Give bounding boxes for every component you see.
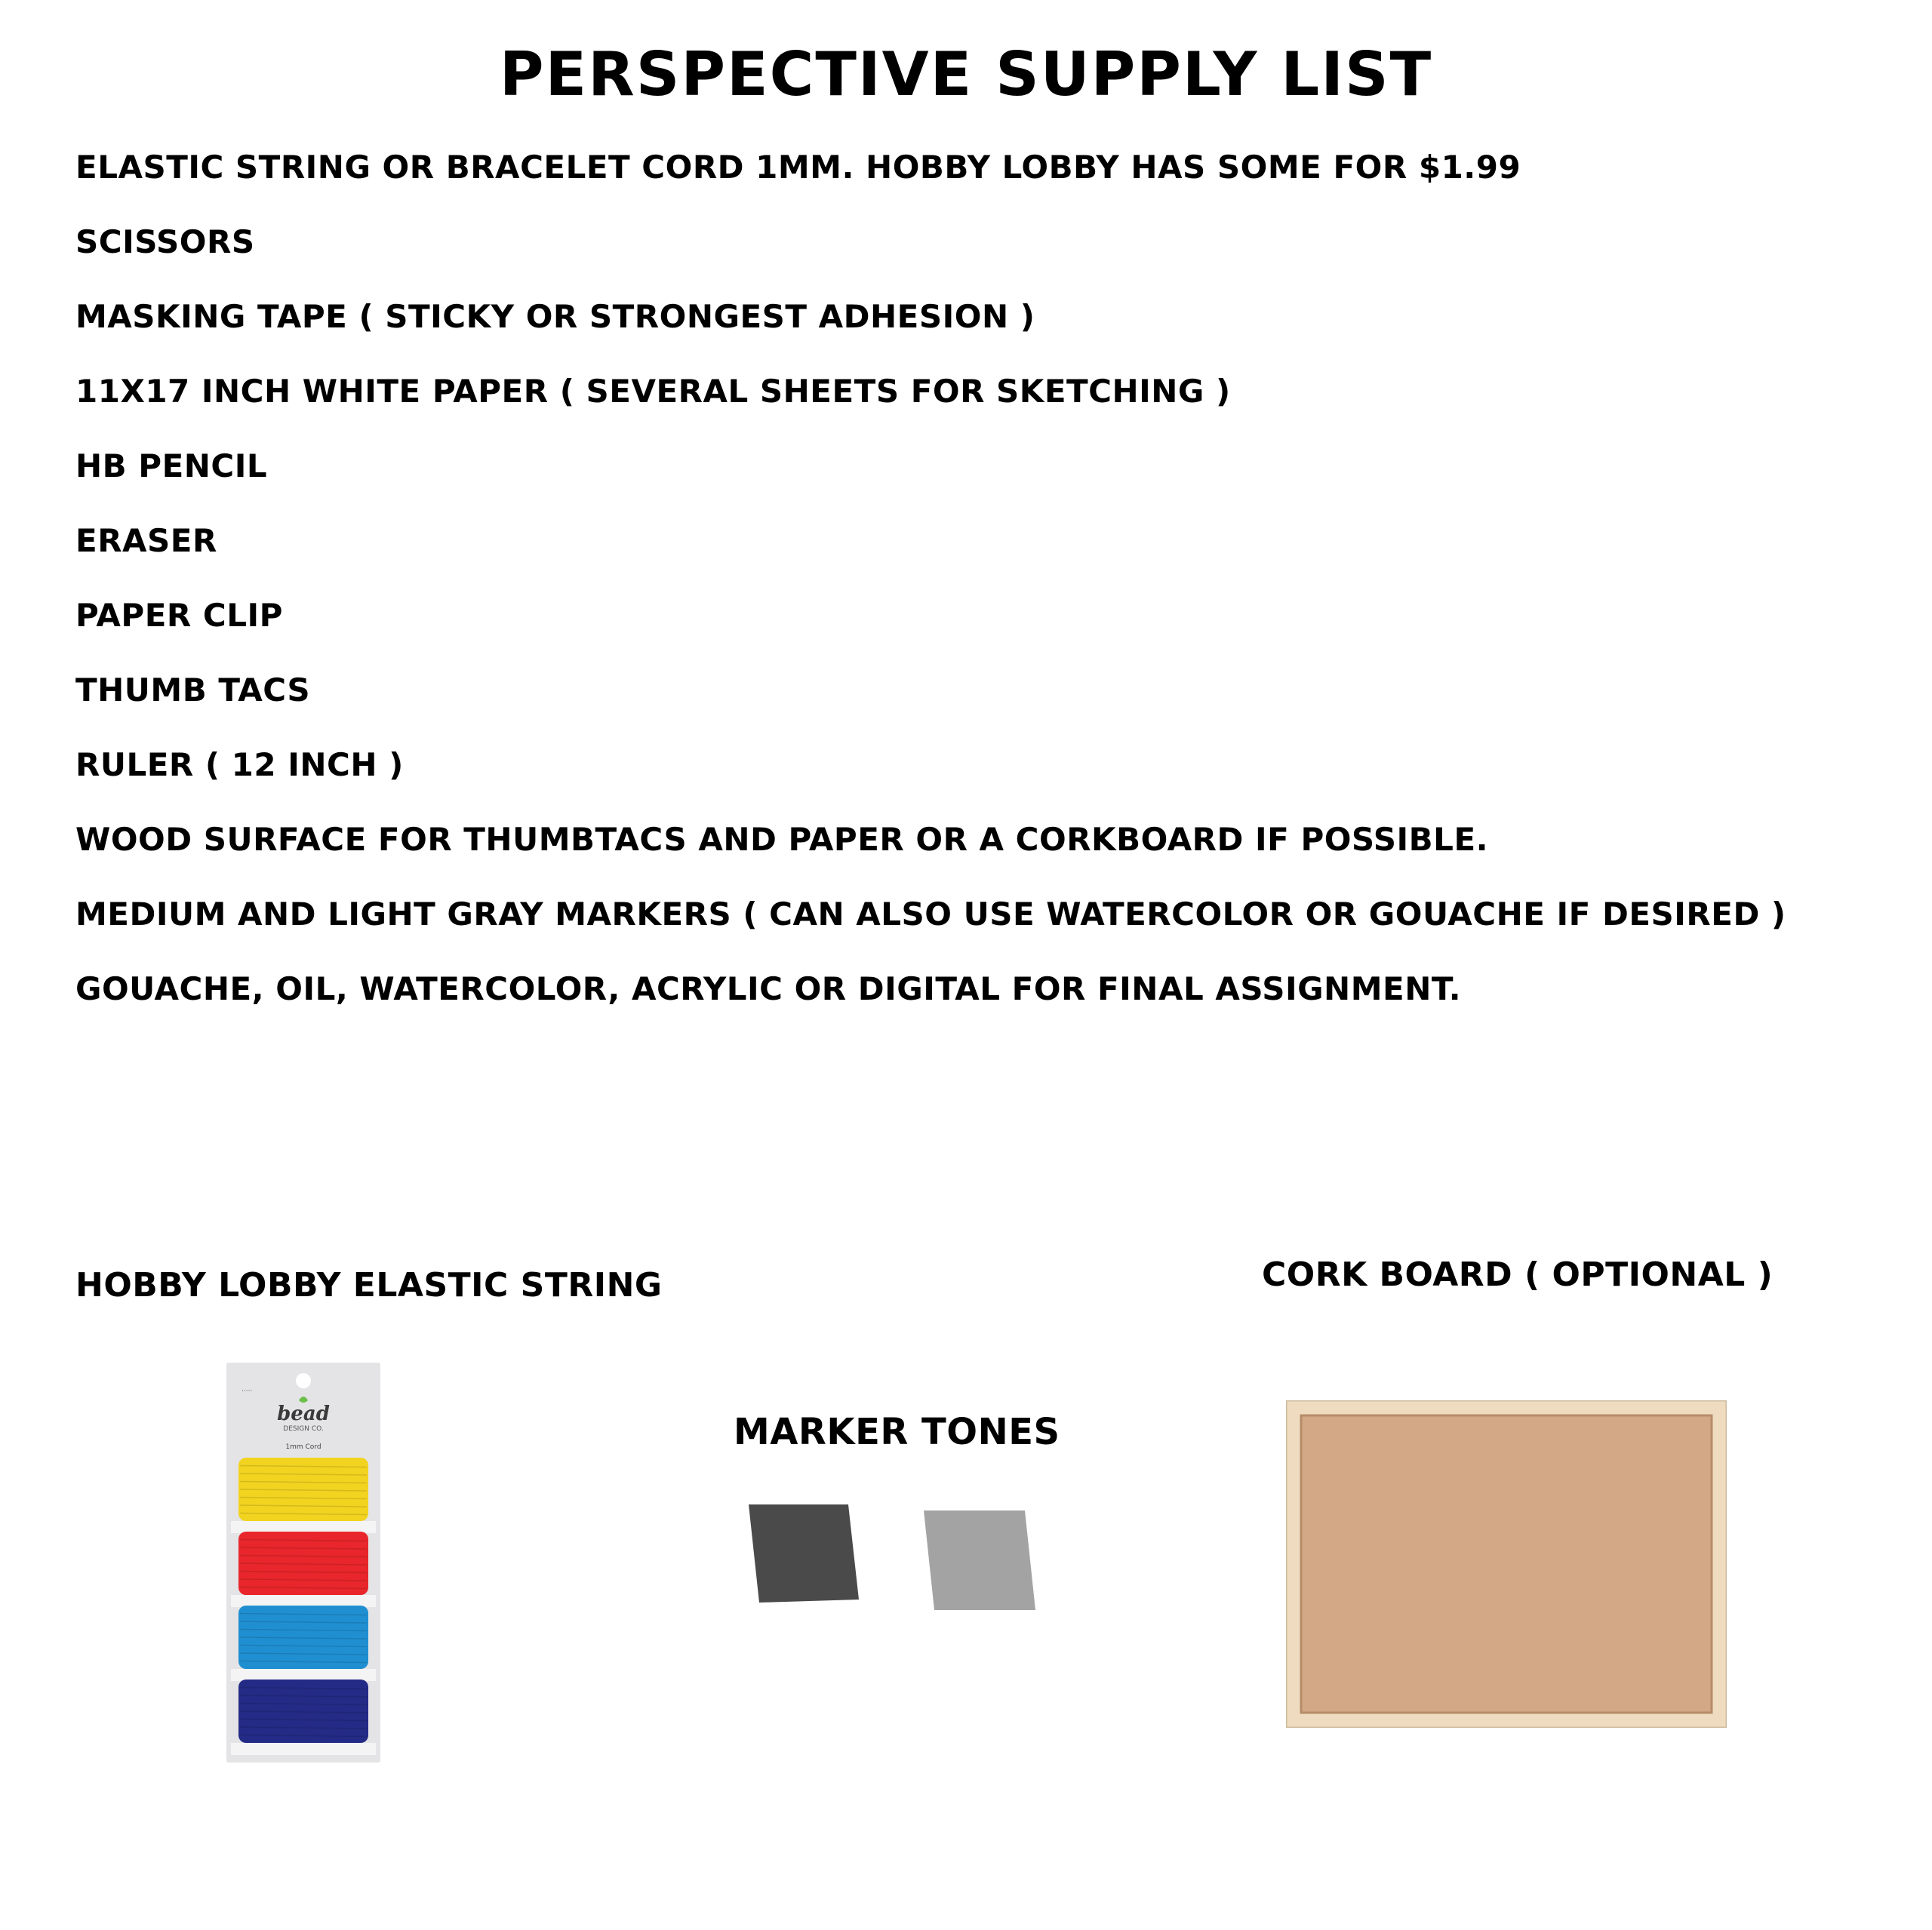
supply-item: GOUACHE, OIL, WATERCOLOR, ACRYLIC OR DIGITAL FOR FINAL ASSIGNMENT. (75, 970, 1462, 1007)
supply-item: PAPER CLIP (75, 597, 283, 634)
supply-item: SCISSORS (75, 223, 255, 260)
cork-board-label: CORK BOARD ( OPTIONAL ) (1262, 1255, 1774, 1294)
cork-surface (1301, 1415, 1712, 1713)
supply-item: WOOD SURFACE FOR THUMBTACS AND PAPER OR A CORKBOARD IF POSSIBLE. (75, 821, 1489, 858)
svg-text:·····: ····· (242, 1388, 253, 1395)
supply-item: HB PENCIL (75, 447, 268, 484)
spool-holder (231, 1595, 376, 1607)
spool-holder (231, 1669, 376, 1681)
svg-text:1mm Cord: 1mm Cord (285, 1443, 321, 1451)
elastic-string-image (226, 1363, 380, 1763)
supply-item: ERASER (75, 522, 217, 559)
hang-hole (296, 1373, 311, 1388)
brand-logo: bead (277, 1403, 330, 1425)
supply-item: MEDIUM AND LIGHT GRAY MARKERS ( CAN ALSO USE WATERCOLOR OR GOUACHE IF DESIRED ) (75, 896, 1786, 933)
cord-spools (231, 1458, 376, 1755)
page-title: PERSPECTIVE SUPPLY LIST (499, 39, 1433, 109)
spool-holder (231, 1743, 376, 1755)
spool-holder (231, 1521, 376, 1533)
light-gray-swatch (924, 1511, 1035, 1610)
supply-item: RULER ( 12 INCH ) (75, 746, 404, 783)
supply-item: MASKING TAPE ( STICKY OR STRONGEST ADHESION ) (75, 298, 1035, 335)
marker-tones-label: MARKER TONES (734, 1411, 1060, 1453)
supply-item: THUMB TACS (75, 672, 311, 708)
elastic-string-label: HOBBY LOBBY ELASTIC STRING (75, 1266, 663, 1305)
supply-item: 11X17 INCH WHITE PAPER ( SEVERAL SHEETS FOR SKETCHING ) (75, 373, 1231, 410)
medium-gray-swatch (749, 1504, 859, 1603)
svg-text:DESIGN CO.: DESIGN CO. (283, 1425, 324, 1433)
supply-list (75, 145, 1786, 1041)
supply-item: ELASTIC STRING OR BRACELET CORD 1MM. HOBBY LOBBY HAS SOME FOR $1.99 (75, 149, 1521, 186)
cork-board-image (1286, 1400, 1727, 1728)
marker-swatches (749, 1501, 1044, 1615)
